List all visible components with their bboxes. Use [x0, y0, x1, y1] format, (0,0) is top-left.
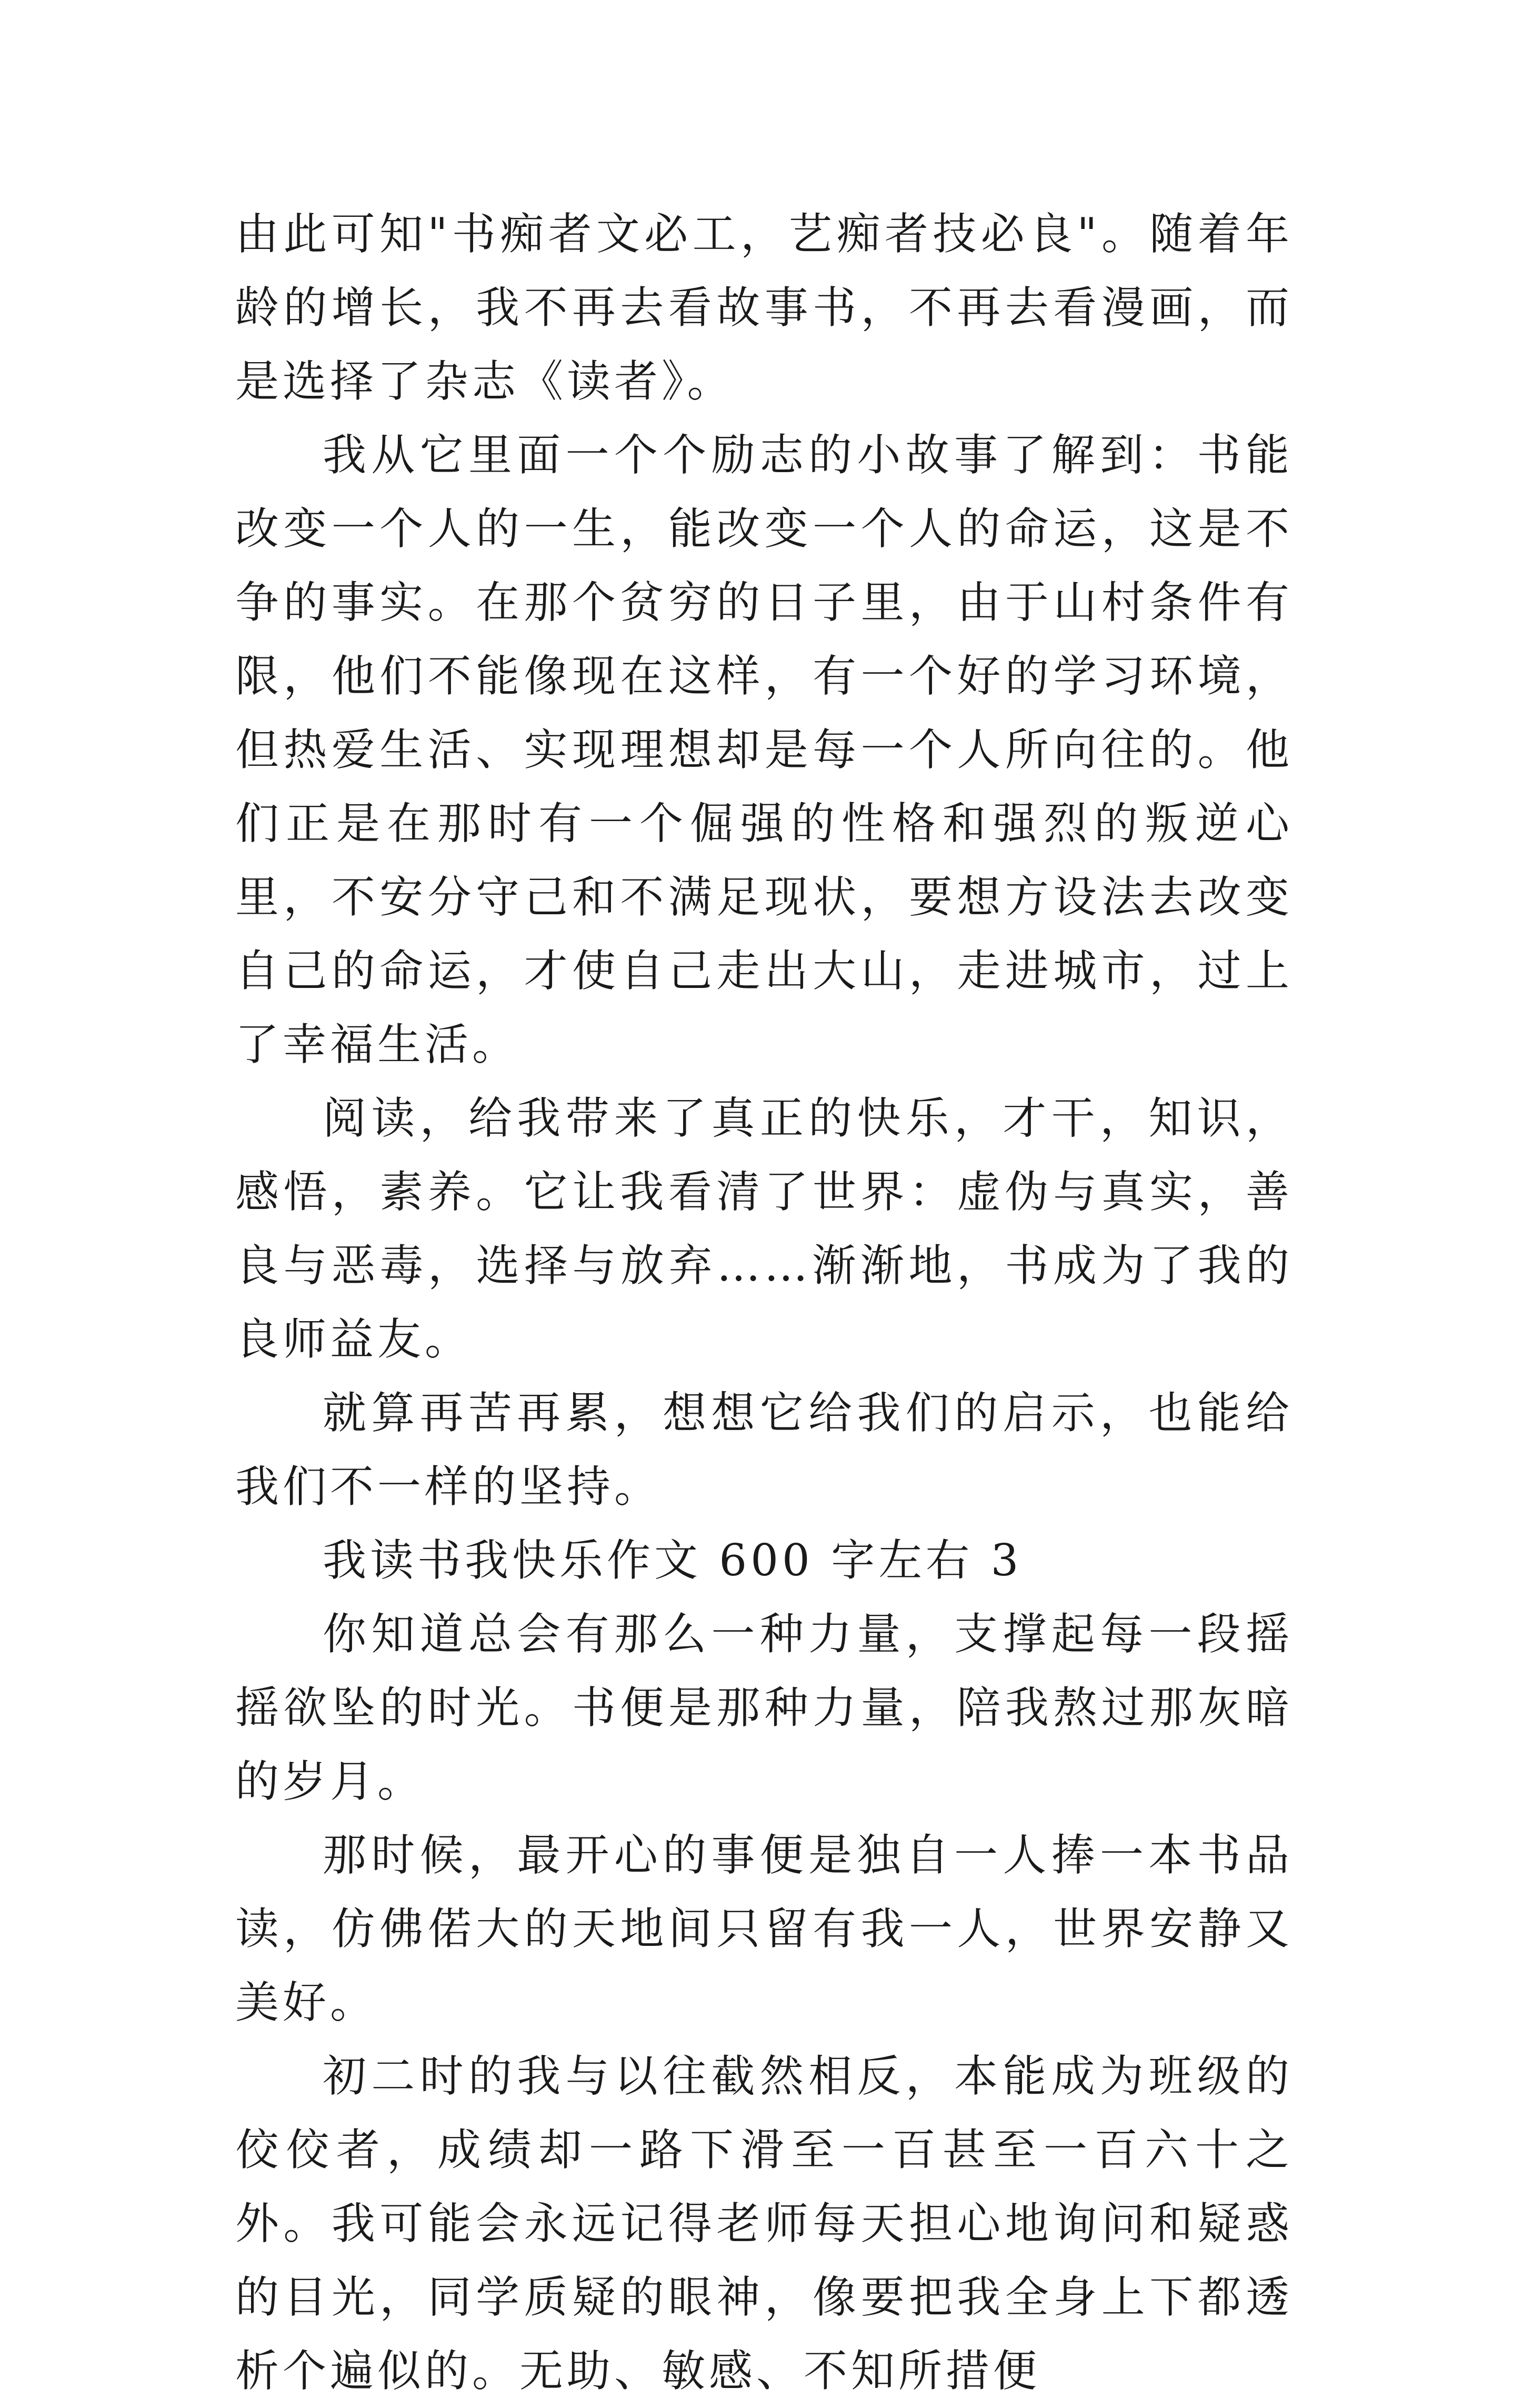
paragraph-6: 那时候，最开心的事便是独自一人捧一本书品读，仿佛偌大的天地间只留有我一人，世界安静又美好。	[235, 1830, 1293, 2028]
paragraph-2: 我从它里面一个个励志的小故事了解到：书能改变一个人的一生，能改变一个人的命运，这是不争的事实。在那个贫穷的日子里，由于山村条件有限，他们不能像现在这样，有一个好的学习环境，但热爱生活、实现理想却是每一个人所向往的。他们正是在那时有一个倔强的性格和强烈的叛逆心里，不安分守己和不满足现状，要想方设法去改变自己的命运，才使自己走出大山，走进城市，过上了幸福生活。	[235, 429, 1293, 1070]
paragraph-1: 由此可知"书痴者文必工，艺痴者技必良"。随着年龄的增长，我不再去看故事书，不再去看漫画，而是选择了杂志《读者》。	[235, 208, 1293, 407]
document-body	[235, 197, 1293, 2408]
paragraph-3: 阅读，给我带来了真正的快乐，才干，知识，感悟，素养。它让我看清了世界：虚伪与真实，善良与恶毒，选择与放弃……渐渐地，书成为了我的良师益友。	[235, 1093, 1293, 1365]
section-heading: 我读书我快乐作文 600 字左右 3	[323, 1535, 1023, 1586]
paragraph-4: 就算再苦再累，想想它给我们的启示，也能给我们不一样的坚持。	[235, 1387, 1293, 1512]
paragraph-7: 初二时的我与以往截然相反，本能成为班级的佼佼者，成绩却一路下滑至一百甚至一百六十之外。我可能会永远记得老师每天担心地询问和疑惑的目光，同学质疑的眼神，像要把我全身上下都透析个遍似的。无助、敏感、不知所措便	[235, 2051, 1293, 2396]
paragraph-5: 你知道总会有那么一种力量，支撑起每一段摇摇欲坠的时光。书便是那种力量，陪我熬过那灰暗的岁月。	[235, 1608, 1293, 1807]
